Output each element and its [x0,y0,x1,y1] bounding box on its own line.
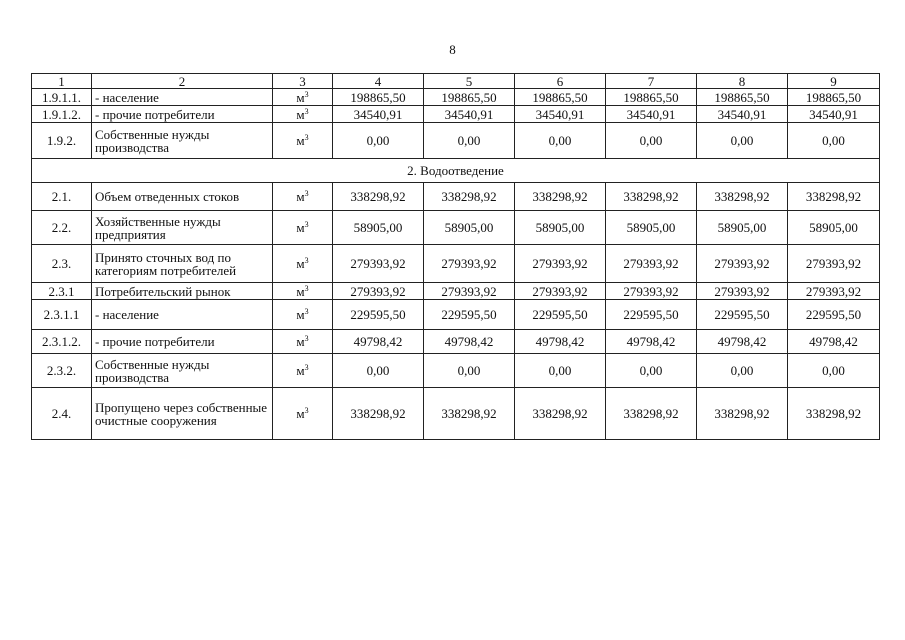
table-row [32,89,880,106]
value-cell: 279393,92 [788,283,880,300]
unit-superscript: 3 [304,106,309,116]
value-cell: 58905,00 [333,211,424,245]
value-cell: 0,00 [333,354,424,388]
value-cell: 279393,92 [515,283,606,300]
value-cell: 49798,42 [515,330,606,354]
unit-superscript: 3 [304,256,309,265]
value-cell: 198865,50 [788,89,880,106]
value-cell: 49798,42 [606,330,697,354]
value-cell: 279393,92 [606,283,697,300]
value-cell: 338298,92 [697,388,788,440]
header-cell: 8 [697,74,788,89]
value-cell: 58905,00 [697,211,788,245]
section-title: 2. Водоотведение [32,159,880,183]
page-number: 8 [449,42,456,57]
unit-base: м [296,256,305,271]
row-name-cell: Хозяйственные нужды предприятия [92,211,273,245]
table-row [32,211,880,245]
value-cell: 198865,50 [333,89,424,106]
unit-superscript: 3 [304,307,309,316]
row-number-cell: 2.3. [32,245,92,283]
value-cell: 198865,50 [515,89,606,106]
unit-superscript: 3 [304,283,309,293]
unit-base: м [296,89,305,105]
row-name-cell: Пропущено через собственные очистные сооружения [92,388,273,440]
data-table [31,73,880,440]
value-cell: 229595,50 [606,300,697,330]
value-cell: 49798,42 [333,330,424,354]
header-row [32,74,880,89]
value-cell: 0,00 [788,354,880,388]
value-cell: 58905,00 [788,211,880,245]
unit-superscript: 3 [304,133,309,142]
unit-cell [273,106,333,123]
value-cell: 34540,91 [515,106,606,123]
table-row [32,330,880,354]
header-cell: 1 [32,74,92,89]
value-cell: 279393,92 [333,245,424,283]
value-cell: 338298,92 [333,388,424,440]
value-cell: 198865,50 [606,89,697,106]
row-number-cell: 1.9.2. [32,123,92,159]
unit-base: м [296,307,305,322]
header-cell: 9 [788,74,880,89]
header-cell: 4 [333,74,424,89]
row-number-cell: 2.3.1 [32,283,92,300]
row-name-cell: Принято сточных вод по категориям потребителей [92,245,273,283]
value-cell: 0,00 [606,123,697,159]
value-cell: 279393,92 [697,283,788,300]
value-cell: 0,00 [788,123,880,159]
row-name-cell: Потребительский рынок [92,283,273,300]
value-cell: 338298,92 [788,183,880,211]
value-cell: 58905,00 [515,211,606,245]
unit-superscript: 3 [304,220,309,229]
value-cell: 279393,92 [424,283,515,300]
header-cell: 3 [273,74,333,89]
value-cell: 198865,50 [424,89,515,106]
value-cell: 338298,92 [606,183,697,211]
value-cell: 229595,50 [424,300,515,330]
value-cell: 34540,91 [697,106,788,123]
value-cell: 338298,92 [424,388,515,440]
value-cell: 229595,50 [333,300,424,330]
row-number-cell: 2.1. [32,183,92,211]
value-cell: 34540,91 [606,106,697,123]
table-row [32,283,880,300]
table-row [32,123,880,159]
row-number-cell: 2.3.1.2. [32,330,92,354]
value-cell: 58905,00 [424,211,515,245]
unit-cell [273,354,333,388]
unit-cell [273,89,333,106]
table-row [32,245,880,283]
unit-base: м [296,220,305,235]
value-cell: 0,00 [697,123,788,159]
value-cell: 229595,50 [788,300,880,330]
row-name-cell: Собственные нужды производства [92,354,273,388]
value-cell: 58905,00 [606,211,697,245]
unit-base: м [296,283,305,299]
value-cell: 338298,92 [515,183,606,211]
table-body [32,74,880,440]
value-cell: 338298,92 [788,388,880,440]
table-row [32,354,880,388]
unit-cell [273,211,333,245]
value-cell: 0,00 [333,123,424,159]
unit-cell [273,245,333,283]
unit-base: м [296,189,305,204]
value-cell: 0,00 [606,354,697,388]
unit-cell [273,283,333,300]
row-name-cell: Объем отведенных стоков [92,183,273,211]
unit-cell [273,300,333,330]
value-cell: 279393,92 [788,245,880,283]
header-cell: 5 [424,74,515,89]
value-cell: 198865,50 [697,89,788,106]
value-cell: 34540,91 [788,106,880,123]
row-number-cell: 2.3.2. [32,354,92,388]
value-cell: 49798,42 [424,330,515,354]
row-name-cell: Собственные нужды производства [92,123,273,159]
row-name-cell: - население [92,300,273,330]
table-row [32,388,880,440]
unit-base: м [296,133,305,148]
table-row [32,300,880,330]
value-cell: 49798,42 [788,330,880,354]
value-cell: 279393,92 [424,245,515,283]
row-number-cell: 1.9.1.1. [32,89,92,106]
unit-superscript: 3 [304,334,309,343]
unit-superscript: 3 [304,363,309,372]
header-cell: 6 [515,74,606,89]
header-cell: 2 [92,74,273,89]
value-cell: 279393,92 [515,245,606,283]
unit-base: м [296,363,305,378]
value-cell: 229595,50 [697,300,788,330]
unit-cell [273,388,333,440]
unit-cell [273,123,333,159]
value-cell: 0,00 [424,354,515,388]
value-cell: 49798,42 [697,330,788,354]
unit-superscript: 3 [304,89,309,99]
value-cell: 229595,50 [515,300,606,330]
value-cell: 279393,92 [606,245,697,283]
value-cell: 338298,92 [424,183,515,211]
value-cell: 338298,92 [606,388,697,440]
value-cell: 0,00 [697,354,788,388]
value-cell: 0,00 [515,354,606,388]
unit-base: м [296,334,305,349]
value-cell: 279393,92 [333,283,424,300]
row-number-cell: 2.4. [32,388,92,440]
row-name-cell: - прочие потребители [92,106,273,123]
unit-cell [273,183,333,211]
unit-superscript: 3 [304,189,309,198]
section-row [32,159,880,183]
row-number-cell: 2.3.1.1 [32,300,92,330]
unit-base: м [296,106,305,122]
value-cell: 338298,92 [515,388,606,440]
table-row [32,183,880,211]
value-cell: 338298,92 [333,183,424,211]
row-number-cell: 2.2. [32,211,92,245]
row-name-cell: - население [92,89,273,106]
row-name-cell: - прочие потребители [92,330,273,354]
header-cell: 7 [606,74,697,89]
value-cell: 34540,91 [424,106,515,123]
unit-superscript: 3 [304,406,309,415]
value-cell: 0,00 [515,123,606,159]
value-cell: 279393,92 [697,245,788,283]
value-cell: 338298,92 [697,183,788,211]
unit-cell [273,330,333,354]
row-number-cell: 1.9.1.2. [32,106,92,123]
value-cell: 0,00 [424,123,515,159]
unit-base: м [296,406,305,421]
table-row [32,106,880,123]
value-cell: 34540,91 [333,106,424,123]
